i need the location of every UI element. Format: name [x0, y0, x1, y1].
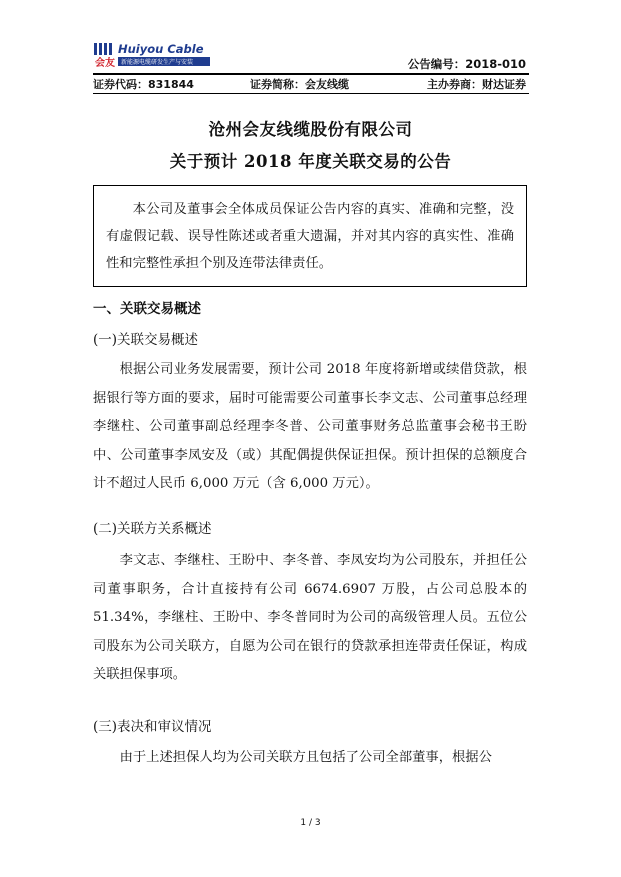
- paragraph-1: 根据公司业务发展需要，预计公司 2018 年度将新增或续借贷款，根据银行等方面的要求，届时可能需要公司董事长李文志、公司董事总经理李继柱、公司董事副总经理李冬普、公司董事财务总监董事会秘书王盼中、公司董事李凤安及（或）其配偶提供保证担保。预计担保的总额度合计不超过人民币 6,000 万元（含 6,000 万元）。: [93, 362, 527, 491]
- disclaimer-box: 本公司及董事会全体成员保证公告内容的真实、准确和完整，没有虚假记载、误导性陈述或者重大遗漏，并对其内容的真实性、准确性和完整性承担个别及连带法律责任。: [93, 185, 527, 287]
- svg-text:Huiyou Cable: Huiyou Cable: [118, 42, 204, 56]
- subsection-heading-1: (一)关联交易概述: [93, 332, 199, 348]
- stock-code: 证券代码：831844: [93, 78, 194, 91]
- announcement-number: 公告编号：2018-010: [407, 57, 526, 71]
- sponsor-broker: 主办券商：财达证券: [427, 78, 526, 91]
- announcement-title: 关于预计 2018 年度关联交易的公告: [169, 152, 452, 171]
- subsection-heading-2: (二)关联方关系概述: [93, 521, 212, 537]
- section-heading: 一、关联交易概述: [93, 301, 201, 317]
- svg-text:新能源电缆研发生产与安装: 新能源电缆研发生产与安装: [121, 59, 194, 66]
- subsection-heading-3: (三)表决和审议情况: [93, 719, 212, 735]
- paragraph-3: 由于上述担保人均为公司关联方且包括了公司全部董事，根据公: [119, 750, 492, 765]
- stock-abbreviation: 证券简称：会友线缆: [250, 78, 349, 91]
- page-number: 1 / 3: [300, 818, 321, 828]
- company-logo: [92, 40, 212, 74]
- header-rule-top: [93, 73, 529, 75]
- svg-text:会友: 会友: [95, 58, 115, 69]
- company-title: 沧州会友线缆股份有限公司: [208, 120, 413, 139]
- header-rule-bottom: [93, 93, 529, 94]
- paragraph-2: 李文志、李继柱、王盼中、李冬普、李凤安均为公司股东，并担任公司董事职务，合计直接持有公司 6674.6907 万股，占公司总股本的 51.34%，李继柱、王盼中、李冬普同时为公司的高级管理人员。五位公司股东为公司关联方，自愿为公司在银行的贷款承担连带责任保证，构成关联担保事项。: [93, 553, 527, 682]
